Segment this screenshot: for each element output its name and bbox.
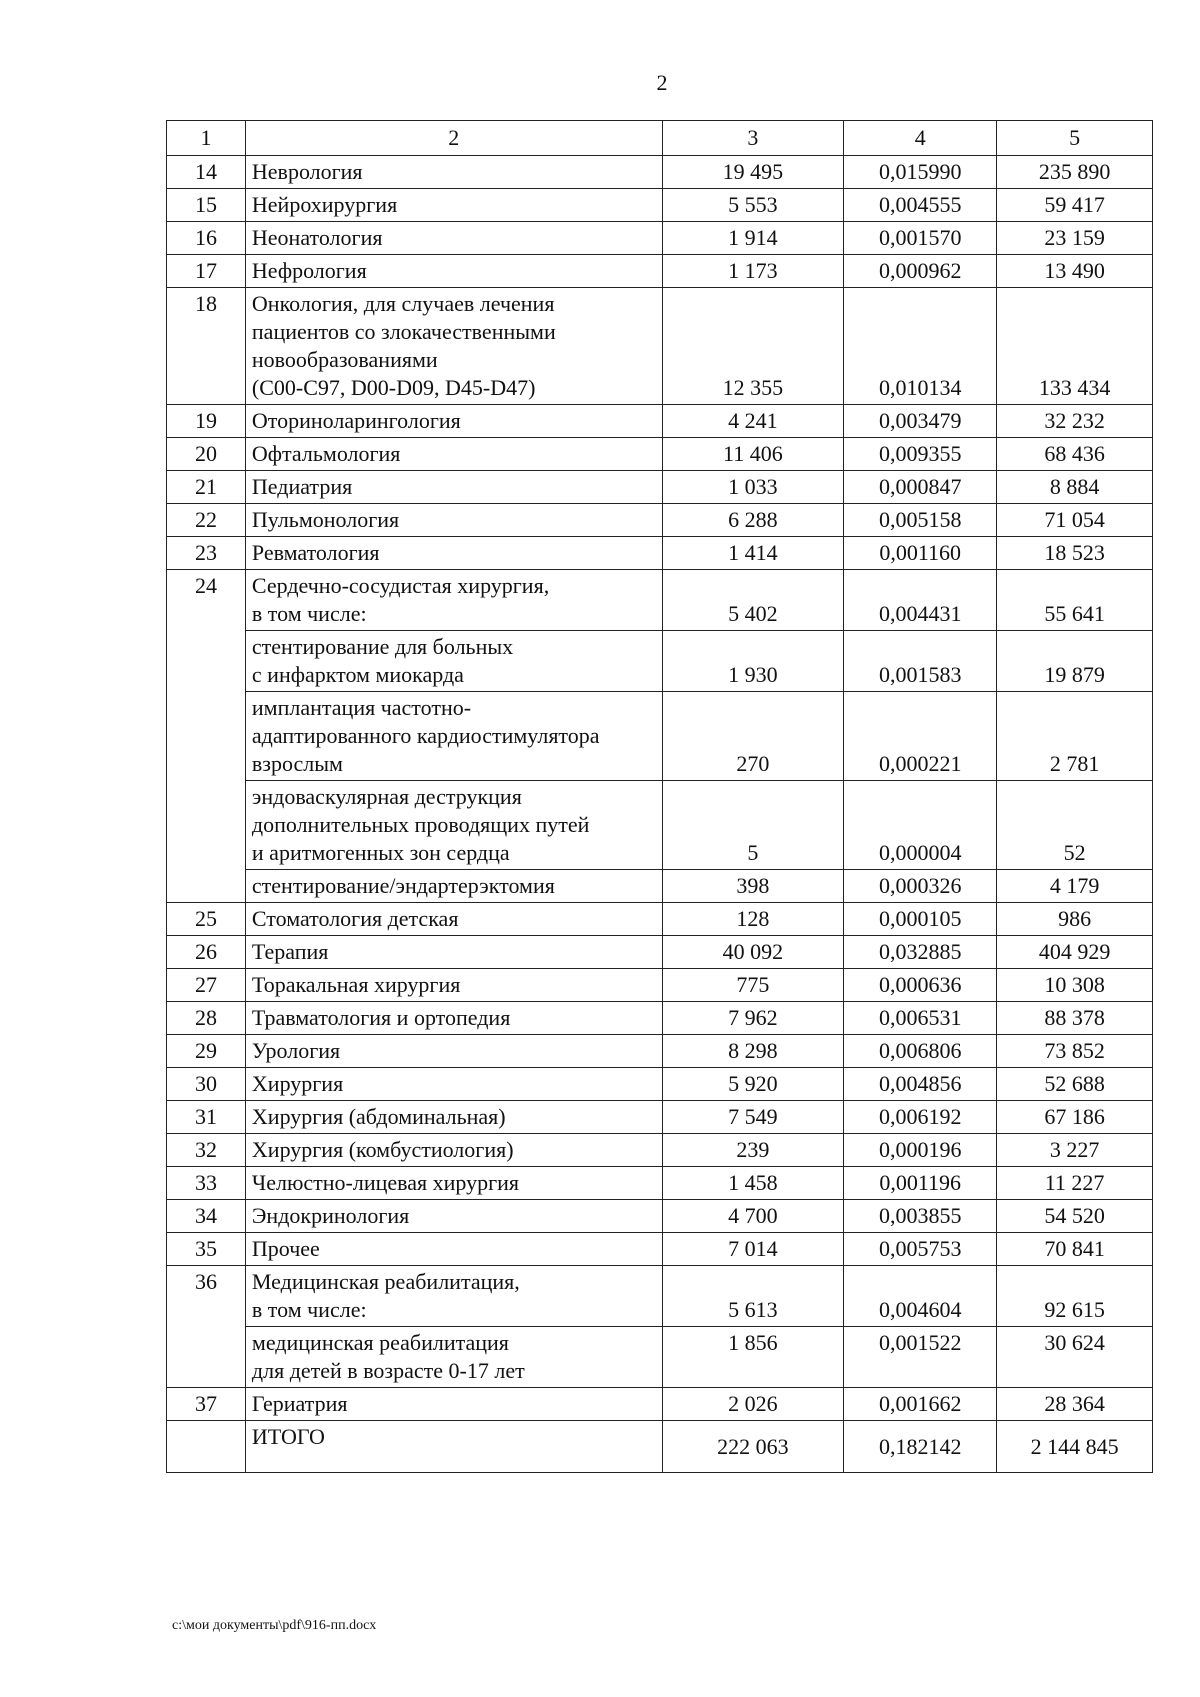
column-header: 3: [662, 121, 844, 156]
row-value-col4: 0,004856: [844, 1068, 997, 1101]
row-name: Пульмонология: [245, 504, 662, 537]
table-row: [167, 1101, 1153, 1134]
row-value-col4: 0,003855: [844, 1200, 997, 1233]
table-row: [167, 1388, 1153, 1421]
row-value-col3: 19 495: [662, 156, 844, 189]
row-name: Торакальная хирургия: [245, 969, 662, 1002]
row-value-col4: 0,001583: [844, 631, 997, 692]
table-body: [167, 156, 1153, 1473]
row-value-col4: 0,001522: [844, 1327, 997, 1388]
row-value-col3: 5 402: [662, 570, 844, 631]
row-value-col4: 0,010134: [844, 288, 997, 405]
row-name: ИТОГО: [245, 1421, 662, 1473]
row-value-col3: 128: [662, 903, 844, 936]
row-value-col3: 2 026: [662, 1388, 844, 1421]
row-name: Эндокринология: [245, 1200, 662, 1233]
table-row: [167, 438, 1153, 471]
row-value-col4: 0,001196: [844, 1167, 997, 1200]
row-number: 22: [167, 504, 246, 537]
table-row: [167, 1327, 1153, 1388]
row-value-col4: 0,182142: [844, 1421, 997, 1473]
row-value-col4: 0,000636: [844, 969, 997, 1002]
table-row: [167, 781, 1153, 870]
row-number: 18: [167, 288, 246, 405]
row-value-col5: 23 159: [997, 222, 1153, 255]
row-number: 36: [167, 1266, 246, 1327]
row-value-col5: 30 624: [997, 1327, 1153, 1388]
row-name: Нейрохирургия: [245, 189, 662, 222]
table-row: [167, 504, 1153, 537]
row-value-col5: 52 688: [997, 1068, 1153, 1101]
table-row: [167, 405, 1153, 438]
row-number: 32: [167, 1134, 246, 1167]
row-value-col3: 775: [662, 969, 844, 1002]
table-row: [167, 1068, 1153, 1101]
row-value-col4: 0,001662: [844, 1388, 997, 1421]
row-name: Хирургия (абдоминальная): [245, 1101, 662, 1134]
table-row: [167, 570, 1153, 631]
row-name: Неврология: [245, 156, 662, 189]
row-value-col3: 11 406: [662, 438, 844, 471]
row-name: Хирургия (комбустиология): [245, 1134, 662, 1167]
row-number: [167, 692, 246, 781]
row-value-col5: 11 227: [997, 1167, 1153, 1200]
row-name: Нефрология: [245, 255, 662, 288]
row-number: 33: [167, 1167, 246, 1200]
row-value-col5: 8 884: [997, 471, 1153, 504]
table-row: [167, 1421, 1153, 1473]
row-name: Педиатрия: [245, 471, 662, 504]
row-value-col5: 986: [997, 903, 1153, 936]
row-value-col5: 88 378: [997, 1002, 1153, 1035]
row-name: Сердечно-сосудистая хирургия, в том числе:: [245, 570, 662, 631]
row-name: имплантация частотно- адаптированного кардиостимулятора взрослым: [245, 692, 662, 781]
row-value-col3: 398: [662, 870, 844, 903]
row-value-col3: 4 241: [662, 405, 844, 438]
row-value-col3: 1 458: [662, 1167, 844, 1200]
row-number: 15: [167, 189, 246, 222]
table-row: [167, 631, 1153, 692]
row-value-col4: 0,000105: [844, 903, 997, 936]
row-number: [167, 631, 246, 692]
row-value-col4: 0,005158: [844, 504, 997, 537]
row-name: Урология: [245, 1035, 662, 1068]
row-value-col3: 1 414: [662, 537, 844, 570]
row-value-col5: 13 490: [997, 255, 1153, 288]
row-name: Оториноларингология: [245, 405, 662, 438]
row-value-col3: 4 700: [662, 1200, 844, 1233]
row-number: 26: [167, 936, 246, 969]
row-value-col5: 133 434: [997, 288, 1153, 405]
row-value-col5: 70 841: [997, 1233, 1153, 1266]
table-row: [167, 156, 1153, 189]
row-number: 24: [167, 570, 246, 631]
row-value-col3: 7 549: [662, 1101, 844, 1134]
row-value-col4: 0,005753: [844, 1233, 997, 1266]
row-name: Онкология, для случаев лечения пациентов со злокачественными новообразованиями (С00-С97, D00-D09, D45-D47): [245, 288, 662, 405]
row-number: 35: [167, 1233, 246, 1266]
row-number: [167, 1421, 246, 1473]
row-value-col5: 3 227: [997, 1134, 1153, 1167]
row-value-col4: 0,000004: [844, 781, 997, 870]
row-name: Ревматология: [245, 537, 662, 570]
row-number: 34: [167, 1200, 246, 1233]
row-name: медицинская реабилитация для детей в возрасте 0-17 лет: [245, 1327, 662, 1388]
row-number: 19: [167, 405, 246, 438]
row-name: стентирование для больных с инфарктом миокарда: [245, 631, 662, 692]
row-value-col3: 5: [662, 781, 844, 870]
row-value-col4: 0,004604: [844, 1266, 997, 1327]
table-row: [167, 692, 1153, 781]
table-row: [167, 1035, 1153, 1068]
row-value-col4: 0,000326: [844, 870, 997, 903]
row-number: 16: [167, 222, 246, 255]
column-header: 5: [997, 121, 1153, 156]
table-row: [167, 1134, 1153, 1167]
row-number: 37: [167, 1388, 246, 1421]
row-value-col5: 4 179: [997, 870, 1153, 903]
column-header: 2: [245, 121, 662, 156]
column-header: 4: [844, 121, 997, 156]
row-name: Медицинская реабилитация, в том числе:: [245, 1266, 662, 1327]
row-value-col4: 0,006531: [844, 1002, 997, 1035]
table-row: [167, 1233, 1153, 1266]
row-value-col3: 5 613: [662, 1266, 844, 1327]
row-value-col4: 0,000847: [844, 471, 997, 504]
page-number: 2: [656, 70, 668, 95]
row-value-col5: 68 436: [997, 438, 1153, 471]
row-value-col5: 71 054: [997, 504, 1153, 537]
row-value-col3: 239: [662, 1134, 844, 1167]
row-value-col5: 92 615: [997, 1266, 1153, 1327]
row-value-col4: 0,000221: [844, 692, 997, 781]
row-name: эндоваскулярная деструкция дополнительных проводящих путей и аритмогенных зон сердца: [245, 781, 662, 870]
row-value-col5: 73 852: [997, 1035, 1153, 1068]
row-value-col3: 6 288: [662, 504, 844, 537]
table-row: [167, 969, 1153, 1002]
row-name: стентирование/эндартерэктомия: [245, 870, 662, 903]
row-name: Гериатрия: [245, 1388, 662, 1421]
table-row: [167, 1266, 1153, 1327]
row-number: 21: [167, 471, 246, 504]
row-value-col4: 0,004431: [844, 570, 997, 631]
table-row: [167, 189, 1153, 222]
row-value-col5: 19 879: [997, 631, 1153, 692]
row-number: 27: [167, 969, 246, 1002]
row-name: Травматология и ортопедия: [245, 1002, 662, 1035]
row-value-col5: 2 144 845: [997, 1421, 1153, 1473]
row-value-col5: 59 417: [997, 189, 1153, 222]
row-value-col3: 222 063: [662, 1421, 844, 1473]
table-row: [167, 870, 1153, 903]
row-value-col4: 0,001160: [844, 537, 997, 570]
row-value-col5: 235 890: [997, 156, 1153, 189]
row-number: 29: [167, 1035, 246, 1068]
row-value-col4: 0,032885: [844, 936, 997, 969]
row-number: 31: [167, 1101, 246, 1134]
data-table: [166, 120, 1153, 1473]
table-row: [167, 1200, 1153, 1233]
row-value-col3: 7 962: [662, 1002, 844, 1035]
row-name: Прочее: [245, 1233, 662, 1266]
row-number: 30: [167, 1068, 246, 1101]
column-header: 1: [167, 121, 246, 156]
row-value-col4: 0,000196: [844, 1134, 997, 1167]
row-value-col4: 0,001570: [844, 222, 997, 255]
row-value-col3: 270: [662, 692, 844, 781]
row-value-col4: 0,006806: [844, 1035, 997, 1068]
row-number: [167, 1327, 246, 1388]
row-value-col4: 0,000962: [844, 255, 997, 288]
row-value-col3: 1 173: [662, 255, 844, 288]
row-name: Терапия: [245, 936, 662, 969]
row-value-col4: 0,006192: [844, 1101, 997, 1134]
row-value-col4: 0,004555: [844, 189, 997, 222]
row-value-col5: 2 781: [997, 692, 1153, 781]
row-number: 14: [167, 156, 246, 189]
row-value-col5: 55 641: [997, 570, 1153, 631]
row-value-col3: 8 298: [662, 1035, 844, 1068]
row-name: Неонатология: [245, 222, 662, 255]
row-value-col3: 5 553: [662, 189, 844, 222]
row-number: [167, 870, 246, 903]
row-value-col5: 67 186: [997, 1101, 1153, 1134]
table-row: [167, 936, 1153, 969]
table-row: [167, 288, 1153, 405]
row-value-col5: 18 523: [997, 537, 1153, 570]
row-value-col3: 7 014: [662, 1233, 844, 1266]
row-number: 23: [167, 537, 246, 570]
row-value-col3: 5 920: [662, 1068, 844, 1101]
row-value-col3: 1 033: [662, 471, 844, 504]
table-row: [167, 471, 1153, 504]
row-value-col3: 1 856: [662, 1327, 844, 1388]
table-row: [167, 1002, 1153, 1035]
row-value-col3: 1 930: [662, 631, 844, 692]
row-value-col5: 28 364: [997, 1388, 1153, 1421]
row-value-col5: 54 520: [997, 1200, 1153, 1233]
row-value-col4: 0,015990: [844, 156, 997, 189]
row-value-col5: 32 232: [997, 405, 1153, 438]
row-number: [167, 781, 246, 870]
table-row: [167, 255, 1153, 288]
row-name: Офтальмология: [245, 438, 662, 471]
table-row: [167, 537, 1153, 570]
row-value-col4: 0,009355: [844, 438, 997, 471]
row-name: Стоматология детская: [245, 903, 662, 936]
row-number: 28: [167, 1002, 246, 1035]
row-value-col4: 0,003479: [844, 405, 997, 438]
row-value-col3: 40 092: [662, 936, 844, 969]
footer-file-path: c:\мои документы\pdf\916-пп.docx: [172, 1618, 377, 1633]
row-number: 25: [167, 903, 246, 936]
row-value-col3: 12 355: [662, 288, 844, 405]
row-number: 17: [167, 255, 246, 288]
table-header-row: [167, 121, 1153, 156]
row-number: 20: [167, 438, 246, 471]
row-value-col5: 52: [997, 781, 1153, 870]
row-name: Хирургия: [245, 1068, 662, 1101]
table-row: [167, 1167, 1153, 1200]
row-name: Челюстно-лицевая хирургия: [245, 1167, 662, 1200]
row-value-col3: 1 914: [662, 222, 844, 255]
row-value-col5: 404 929: [997, 936, 1153, 969]
table-row: [167, 903, 1153, 936]
row-value-col5: 10 308: [997, 969, 1153, 1002]
table-row: [167, 222, 1153, 255]
